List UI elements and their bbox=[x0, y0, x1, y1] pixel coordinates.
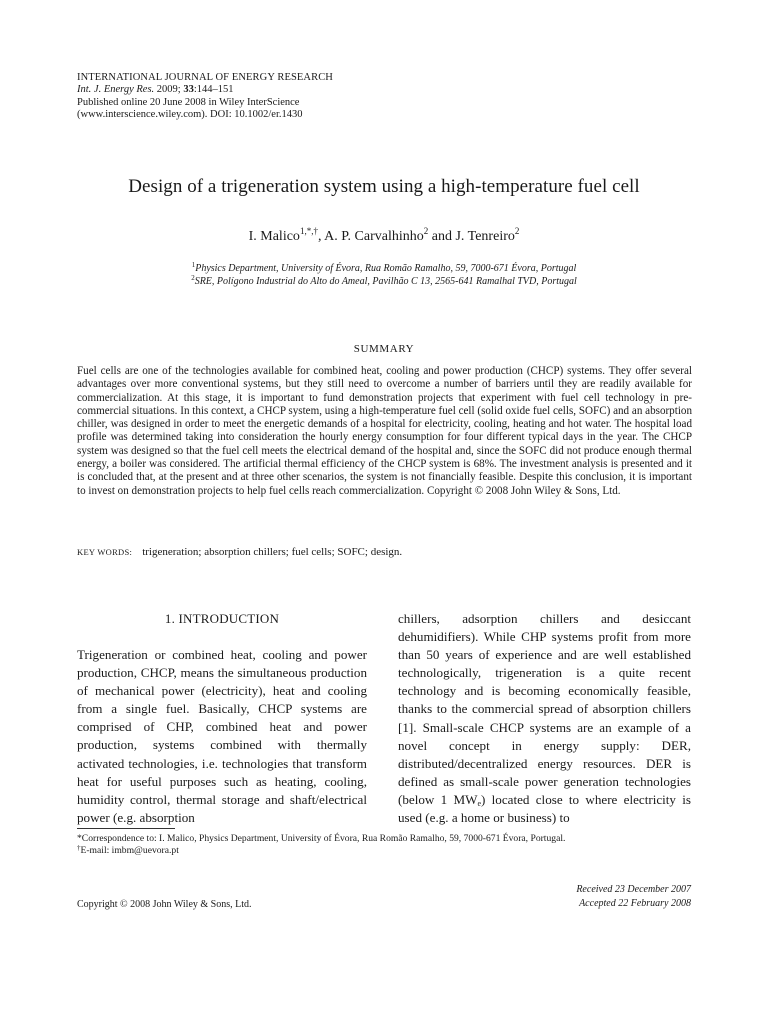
footnote-divider bbox=[77, 828, 175, 829]
subscript-e: e bbox=[477, 798, 482, 808]
author-separator: , bbox=[317, 229, 325, 244]
journal-name: INTERNATIONAL JOURNAL OF ENERGY RESEARCH bbox=[77, 72, 333, 83]
footnotes bbox=[77, 833, 565, 858]
footnote-mark: * bbox=[77, 833, 82, 844]
citation-journal: Int. J. Energy Res. bbox=[77, 84, 155, 96]
affiliation-number: 1 bbox=[191, 261, 196, 269]
body-text: chillers, adsorption chillers and desiccant dehumidifiers). While CHP systems profit from more than 50 years of experience and are well established technologically, trigeneration is a quite recent technology and is becoming economically feasible, thanks to the commercial spread of absorption chillers [1]. Small-scale CHCP systems are an example of a novel concept in energy supply: DER, distributed/decentralized energy resources. DER is defined as small-scale power generation technologies (below 1 MW bbox=[398, 611, 691, 807]
body-column-left: Trigeneration or combined heat, cooling and power production, CHCP, means the simultaneous production of mechanical power (electricity), heat and cooling from a single fuel. Basically, CHCP systems are comprised of CHP, combined heat and power production, systems combined with thermally activated technologies, i.e. technologies that transform heat for useful purposes such as heating, cooling, humidity control, thermal storage and shaft/electrical power (e.g. absorption bbox=[77, 647, 367, 825]
footnote bbox=[77, 845, 565, 857]
abstract-text: Fuel cells are one of the technologies available for combined heat, cooling and power production (CHCP) systems. They offer several advantages over more conventional systems, but they still need to overcome a number of barriers until they are readily available for commercialization. At this stage, it is important to fund demonstration projects that experiment with fuel cell technology in pre-commercial situations. In this context, a CHCP system, using a high-temperature fuel cell (solid oxide fuel cells, SOFC) and an absorption chiller, was designed in order to meet the energetic demands of a hospital for electricity, cooling, heating and hot water. The hospital load profile was determined taking into consideration the hourly energy consumption for four different typical days in the year. The CHCP system was designed so that the fuel cell meets the electrical demand of the hospital and, since the SOFC did not produce enough thermal energy, a boiler was considered. The artificial thermal efficiency of the CHCP system is 68%. The investment analysis is presented and it is concluded that, at the present and at three other scenarios, the system is not financially feasible. Despite this conclusion, it is important to invest on demonstration projects to help fuel cells reach commercialization. Copyright © 2008 John Wiley & Sons, Ltd. bbox=[77, 365, 692, 497]
body-column-right bbox=[398, 610, 691, 827]
doi-line: (www.interscience.wiley.com). DOI: 10.1002/er.1430 bbox=[77, 109, 303, 121]
author-name: I. Malico bbox=[248, 229, 300, 244]
affiliation-text: Physics Department, University of Évora, Rua Romão Ramalho, 59, 7000-671 Évora, Portugal bbox=[195, 263, 577, 274]
author-separator: and bbox=[428, 229, 456, 244]
footnote-text: E-mail: imbm@uevora.pt bbox=[80, 845, 179, 857]
affiliation bbox=[0, 276, 768, 287]
received-date: Received 23 December 2007 bbox=[576, 884, 691, 895]
accepted-date: Accepted 22 February 2008 bbox=[579, 898, 691, 909]
journal-header bbox=[77, 72, 333, 122]
citation-year: 2009; bbox=[156, 84, 181, 96]
affiliation-number: 2 bbox=[191, 274, 195, 282]
author-name: A. P. Carvalhinho bbox=[324, 229, 424, 244]
citation-line bbox=[77, 84, 333, 96]
footnote-text: Correspondence to: I. Malico, Physics Department, University of Évora, Rua Romão Ramalho, 59, 7000-671 Évora, Portugal. bbox=[81, 833, 566, 844]
author-marks: 2 bbox=[514, 226, 520, 236]
author-list bbox=[0, 226, 768, 245]
affiliation bbox=[0, 263, 768, 274]
keywords-text: trigeneration; absorption chillers; fuel cells; SOFC; design. bbox=[142, 546, 403, 558]
citation-pages: :144–151 bbox=[193, 84, 234, 96]
footnote bbox=[77, 833, 565, 845]
affiliation-text: SRE, Polígono Industrial do Alto do Ameal, Pavilhão C 13, 2565-641 Ramalhal TVD, Portugal bbox=[194, 276, 577, 287]
author-name: J. Tenreiro bbox=[455, 229, 515, 244]
keywords-label: KEY WORDS: bbox=[77, 547, 133, 557]
published-line: Published online 20 June 2008 in Wiley InterScience bbox=[77, 96, 300, 108]
keywords bbox=[77, 546, 402, 558]
body-text: ) located close to where electricity is used (e.g. a home or business) to bbox=[398, 791, 691, 826]
author-marks: 1,*,† bbox=[299, 226, 318, 236]
footnote-mark: † bbox=[77, 844, 81, 853]
section-heading: 1. INTRODUCTION bbox=[164, 611, 280, 626]
paper-title: Design of a trigeneration system using a high-temperature fuel cell bbox=[128, 176, 640, 197]
summary-heading: SUMMARY bbox=[353, 343, 415, 355]
author-marks: 2 bbox=[423, 226, 429, 236]
citation-volume: 33 bbox=[183, 84, 194, 96]
received-dates bbox=[576, 883, 691, 911]
copyright-notice: Copyright © 2008 John Wiley & Sons, Ltd. bbox=[77, 899, 252, 910]
